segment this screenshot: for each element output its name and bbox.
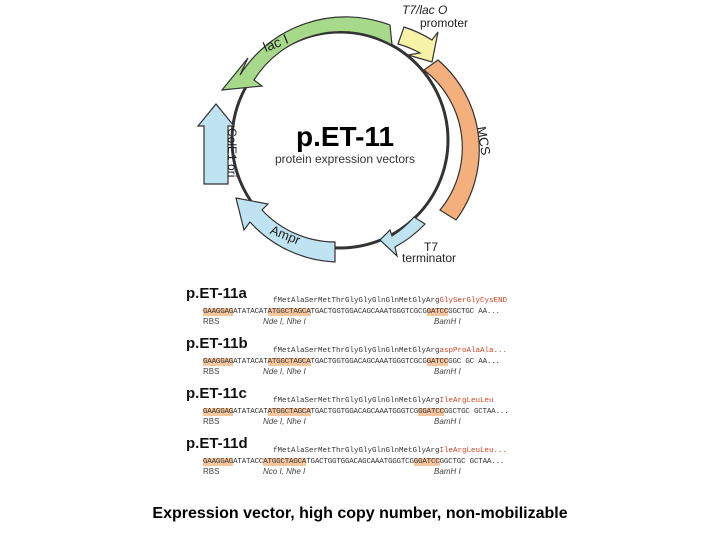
variant-name: p.ET-11a [186, 285, 247, 302]
dna-mid: TGACTGGTGGACAGCAAATGGGTCGCG [310, 308, 427, 316]
bamh-site-label: BamH I [434, 317, 461, 326]
dna-sequence [203, 458, 504, 466]
aa-main: fMetAlaSerMetThrGlyGlyGlnGlnMetGlyArg [273, 297, 440, 305]
t7lac-promoter-arrow [398, 27, 438, 62]
dna-pre: ATATACAT [233, 408, 268, 416]
dna-post: GGCTGC AA... [448, 308, 500, 316]
dna-sequence [203, 408, 508, 416]
bamh-site-sequence: GATCC [426, 308, 449, 316]
mcs-label: MCS [473, 125, 494, 157]
variant-name: p.ET-11c [186, 385, 247, 402]
restriction-site-label: Nde I, Nhe I [263, 367, 306, 376]
rbs-label: RBS [203, 317, 220, 326]
ampr-label: Ampr [268, 222, 303, 248]
figure-caption: Expression vector, high copy number, non-mobilizable [152, 505, 568, 522]
amino-acid-sequence [273, 447, 507, 455]
rbs-sequence: GAAGGAG [203, 458, 234, 466]
amino-acid-sequence [273, 297, 507, 305]
variant-row [186, 285, 546, 335]
bamh-site-label: BamH I [434, 417, 461, 426]
restriction-site-label: Nco I, Nhe I [263, 467, 306, 476]
plasmid-title: p.ET-11 [295, 121, 395, 152]
nde-site-sequence: ATGGCTAGCA [267, 408, 311, 416]
restriction-site-label: Nde I, Nhe I [263, 317, 306, 326]
variant-row [186, 435, 546, 485]
bamh-site-sequence: GGATCC [413, 458, 440, 466]
plasmid-subtitle: protein expression vectors [274, 152, 416, 166]
dna-mid: TGACTGGTGGACAGCAAATGGGTCGCG [310, 358, 427, 366]
dna-pre: ATATACAT [233, 308, 268, 316]
rbs-label: RBS [203, 467, 220, 476]
dna-sequence [203, 308, 500, 316]
dna-mid: TGACTGGTGGACAGCAAATGGGTCG [306, 458, 414, 466]
dna-post: GGC GC AA... [448, 358, 500, 366]
bamh-site-label: BamH I [434, 367, 461, 376]
nde-site-sequence: ATGGCTAGCA [267, 308, 311, 316]
amino-acid-sequence [273, 347, 507, 355]
rbs-label: RBS [203, 417, 220, 426]
lac-i-label: lac I [260, 30, 291, 56]
aa-modified: GlySerGlyCysEND [439, 297, 508, 305]
bamh-site-sequence: GATCC [426, 358, 449, 366]
t7lac-label-line2: promoter [420, 16, 469, 30]
variant-row [186, 385, 546, 435]
rbs-sequence: GAAGGAG [203, 308, 234, 316]
variant-row [186, 335, 546, 385]
restriction-site-label: Nde I, Nhe I [263, 417, 306, 426]
aa-modified: IleArgLeuLeu [439, 397, 494, 405]
rbs-label: RBS [203, 367, 220, 376]
aa-main: fMetAlaSerMetThrGlyGlyGlnGlnMetGlyArg [273, 447, 440, 455]
vector-variants [186, 285, 546, 485]
nde-site-sequence: ATGGCTAGCA [263, 458, 307, 466]
dna-post: GGCTGC GCTAA... [443, 408, 509, 416]
rbs-sequence: GAAGGAG [203, 358, 234, 366]
amino-acid-sequence [273, 397, 494, 405]
t7lac-label-line1: T7/lac O [402, 3, 448, 17]
t7-terminator-label-line2: terminator [402, 251, 457, 265]
variant-name: p.ET-11b [186, 335, 248, 352]
dna-mid: TGACTGGTGGACAGCAAATGGGTCG [310, 408, 419, 416]
aa-modified: IleArgLeuLeu... [439, 447, 508, 455]
dna-pre: ATATACAT [233, 358, 268, 366]
rbs-sequence: GAAGGAG [203, 408, 234, 416]
bamh-site-sequence: GGATCC [418, 408, 444, 416]
t7-terminator-label-line1: T7 [424, 240, 439, 254]
lac-i-arrow [222, 17, 392, 90]
bamh-site-label: BamH I [434, 467, 461, 476]
dna-pre: ATATACC [233, 458, 264, 466]
variant-name: p.ET-11d [186, 435, 248, 452]
dna-post: GGCTGC GCTAA... [439, 458, 505, 466]
aa-modified: aspProAlaAla... [439, 347, 508, 355]
aa-main: fMetAlaSerMetThrGlyGlyGlnGlnMetGlyArg [273, 397, 440, 405]
nde-site-sequence: ATGGCTAGCA [267, 358, 311, 366]
dna-sequence [203, 358, 500, 366]
aa-main: fMetAlaSerMetThrGlyGlyGlnGlnMetGlyArg [273, 347, 440, 355]
cole1-ori-label: ColE1 ori [225, 128, 239, 178]
